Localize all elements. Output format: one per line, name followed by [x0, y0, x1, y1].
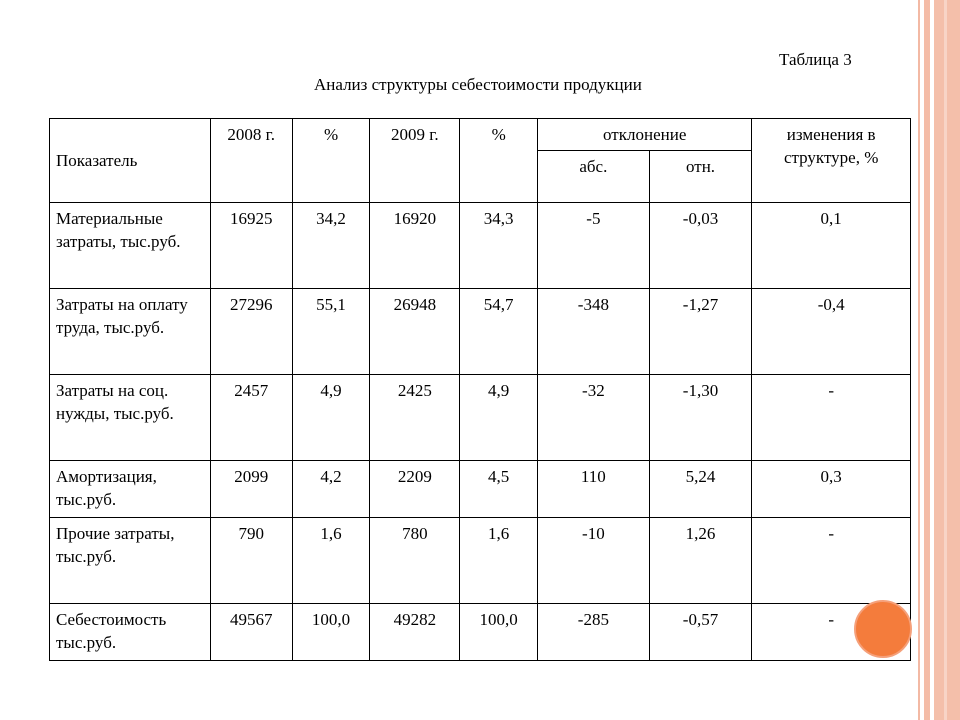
header-2009: 2009 г. [370, 119, 460, 203]
cell-rel: -0,03 [649, 203, 752, 289]
table-row [50, 289, 911, 375]
cell-abs: -348 [538, 289, 650, 375]
cell-2009: 2425 [370, 375, 460, 461]
header-2008: 2008 г. [210, 119, 292, 203]
cell-abs: -10 [538, 518, 650, 604]
table-header-row [50, 119, 911, 151]
cell-2008: 790 [210, 518, 292, 604]
cell-pct-2009: 54,7 [460, 289, 538, 375]
cell-2008: 49567 [210, 604, 292, 661]
table-row [50, 461, 911, 518]
cell-structure-change: 0,3 [752, 461, 911, 518]
cell-pct-2009: 1,6 [460, 518, 538, 604]
decorative-stripe [918, 0, 920, 720]
header-deviation: отклонение [538, 119, 752, 151]
cell-2009: 780 [370, 518, 460, 604]
cell-structure-change: - [752, 604, 911, 661]
cell-abs: -285 [538, 604, 650, 661]
cell-2008: 2099 [210, 461, 292, 518]
decorative-stripe [924, 0, 930, 720]
cell-abs: -32 [538, 375, 650, 461]
cell-2009: 16920 [370, 203, 460, 289]
table-title: Анализ структуры себестоимости продукции [314, 75, 642, 94]
row-indicator: Себестоимость тыс.руб. [50, 604, 211, 661]
cell-2009: 49282 [370, 604, 460, 661]
row-indicator: Прочие затраты, тыс.руб. [50, 518, 211, 604]
table-row [50, 375, 911, 461]
cell-2008: 16925 [210, 203, 292, 289]
table-number-label: Таблица 3 [779, 50, 852, 69]
cell-abs: 110 [538, 461, 650, 518]
cell-structure-change: - [752, 375, 911, 461]
cell-pct-2008: 4,9 [292, 375, 370, 461]
cell-pct-2008: 4,2 [292, 461, 370, 518]
header-pct-2008: % [292, 119, 370, 203]
cell-pct-2009: 4,5 [460, 461, 538, 518]
cell-rel: -1,30 [649, 375, 752, 461]
cell-structure-change: -0,4 [752, 289, 911, 375]
row-indicator: Затраты на соц. нужды, тыс.руб. [50, 375, 211, 461]
cell-pct-2009: 4,9 [460, 375, 538, 461]
cell-rel: -1,27 [649, 289, 752, 375]
cell-pct-2008: 100,0 [292, 604, 370, 661]
header-indicator: Показатель [50, 119, 211, 203]
cell-rel: 5,24 [649, 461, 752, 518]
table-row [50, 518, 911, 604]
cell-pct-2008: 1,6 [292, 518, 370, 604]
row-indicator: Затраты на оплату труда, тыс.руб. [50, 289, 211, 375]
cost-structure-table [49, 118, 911, 661]
cell-structure-change: - [752, 518, 911, 604]
cell-2008: 2457 [210, 375, 292, 461]
cell-2008: 27296 [210, 289, 292, 375]
decorative-circle [854, 600, 912, 658]
cell-rel: 1,26 [649, 518, 752, 604]
cell-pct-2009: 100,0 [460, 604, 538, 661]
cell-abs: -5 [538, 203, 650, 289]
header-rel: отн. [649, 151, 752, 203]
cell-2009: 26948 [370, 289, 460, 375]
table-row [50, 203, 911, 289]
header-structure-change: изменения в структуре, % [752, 119, 911, 203]
decorative-stripe [934, 0, 960, 720]
decorative-stripe [944, 0, 947, 720]
row-indicator: Амортизация, тыс.руб. [50, 461, 211, 518]
header-abs: абс. [538, 151, 650, 203]
row-indicator: Материальные затраты, тыс.руб. [50, 203, 211, 289]
cell-structure-change: 0,1 [752, 203, 911, 289]
cell-2009: 2209 [370, 461, 460, 518]
cell-pct-2008: 34,2 [292, 203, 370, 289]
table-row [50, 604, 911, 661]
cell-rel: -0,57 [649, 604, 752, 661]
header-pct-2009: % [460, 119, 538, 203]
cell-pct-2008: 55,1 [292, 289, 370, 375]
cell-pct-2009: 34,3 [460, 203, 538, 289]
